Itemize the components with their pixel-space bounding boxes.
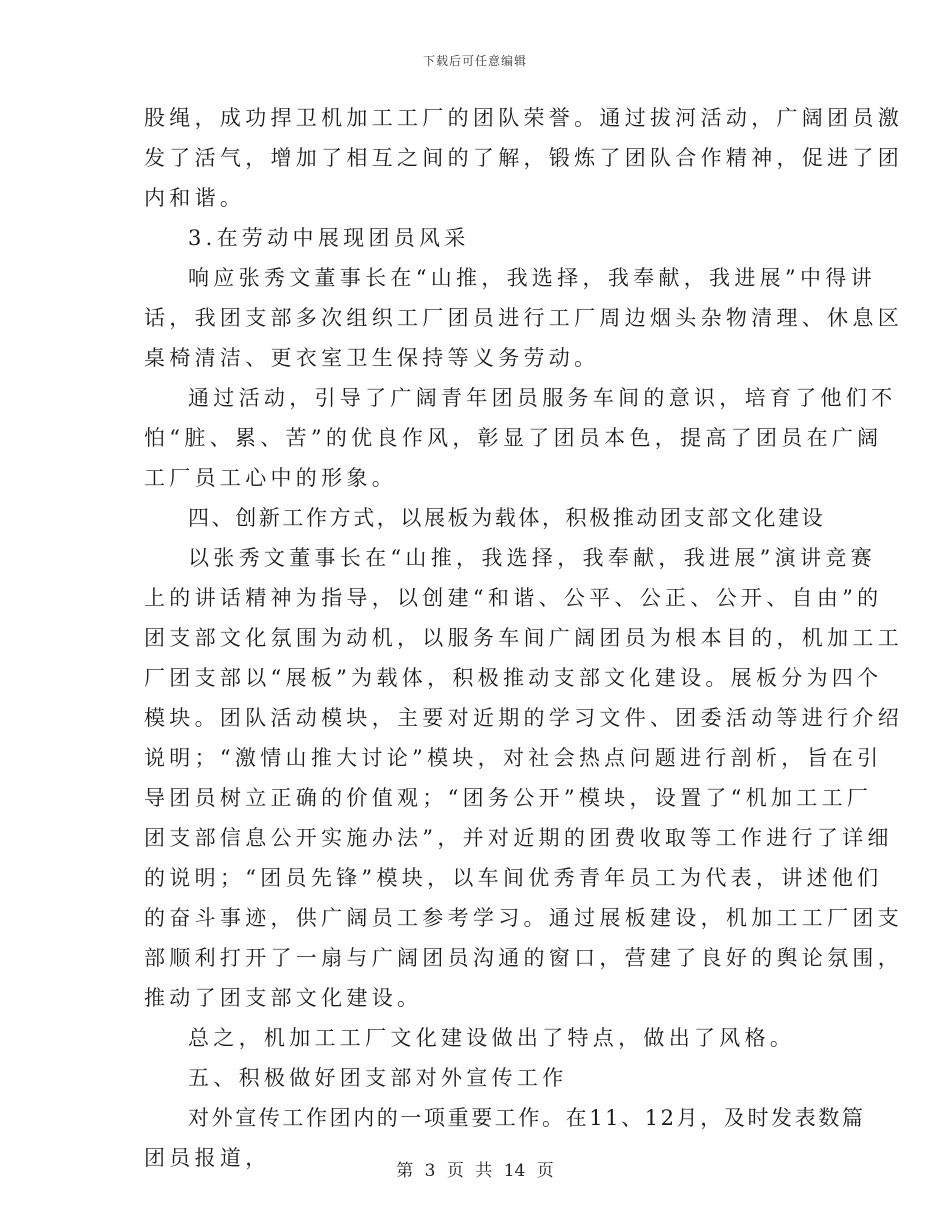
body-line: 桌椅清洁、更衣室卫生保持等义务劳动。 xyxy=(144,346,600,370)
body-line: 上的讲话精神为指导，以创建“和谐、公平、公正、公开、自由”的 xyxy=(144,586,883,610)
body-line: 模块。团队活动模块，主要对近期的学习文件、团委活动等进行介绍 xyxy=(144,706,903,730)
body-line: 股绳，成功捍卫机加工工厂的团队荣誉。通过拔河活动，广阔团员激 xyxy=(144,106,903,130)
body-line: 厂团支部以“展板”为载体，积极推动支部文化建设。展板分为四个 xyxy=(144,666,883,690)
section-heading: 3.在劳动中展现团员风采 xyxy=(188,226,470,250)
body-line: 响应张秀文董事长在“山推，我选择，我奉献，我进展”中得讲 xyxy=(188,266,876,290)
section-heading: 五、积极做好团支部对外宣传工作 xyxy=(188,1066,568,1090)
body-line: 工厂员工心中的形象。 xyxy=(144,466,397,490)
body-line: 总之，机加工工厂文化建设做出了特点，做出了风格。 xyxy=(188,1026,796,1050)
page-header-note: 下载后可任意编辑 xyxy=(422,54,527,68)
document-body xyxy=(144,98,903,1178)
body-line: 以张秀文董事长在“山推，我选择，我奉献，我进展”演讲竞赛 xyxy=(188,546,876,570)
body-line: 团支部信息公开实施办法”，并对近期的团费收取等工作进行了详细 xyxy=(144,826,893,850)
body-line: 话，我团支部多次组织工厂团员进行工厂周边烟头杂物清理、休息区 xyxy=(144,306,903,330)
body-line: 的奋斗事迹，供广阔员工参考学习。通过展板建设，机加工工厂团支 xyxy=(144,906,903,930)
page-number-footer: 第 3 页 共 14 页 xyxy=(396,1161,554,1181)
body-line: 对外宣传工作团内的一项重要工作。在11、12月，及时发表数篇 xyxy=(188,1106,866,1130)
body-line: 内和谐。 xyxy=(144,186,246,210)
body-line: 推动了团支部文化建设。 xyxy=(144,986,423,1010)
body-line: 通过活动，引导了广阔青年团员服务车间的意识，培育了他们不 xyxy=(188,386,897,410)
body-line: 部顺利打开了一扇与广阔团员沟通的窗口，营建了良好的舆论氛围， xyxy=(144,946,903,970)
body-line: 团员报道， xyxy=(144,1146,271,1170)
body-line: 的说明；“团员先锋”模块，以车间优秀青年员工为代表，讲述他们 xyxy=(144,866,883,890)
body-line: 团支部文化氛围为动机，以服务车间广阔团员为根本目的，机加工工 xyxy=(144,626,903,650)
section-heading: 四、创新工作方式，以展板为载体，积极推动团支部文化建设 xyxy=(188,506,826,530)
body-line: 说明；“激情山推大讨论”模块，对社会热点问题进行剖析，旨在引 xyxy=(144,746,883,770)
body-line: 怕“脏、累、苦”的优良作风，彰显了团员本色，提高了团员在广阔 xyxy=(144,426,883,450)
body-line: 导团员树立正确的价值观；“团务公开”模块，设置了“机加工工厂 xyxy=(144,786,873,810)
body-line: 发了活气，增加了相互之间的了解，锻炼了团队合作精神，促进了团 xyxy=(144,146,903,170)
